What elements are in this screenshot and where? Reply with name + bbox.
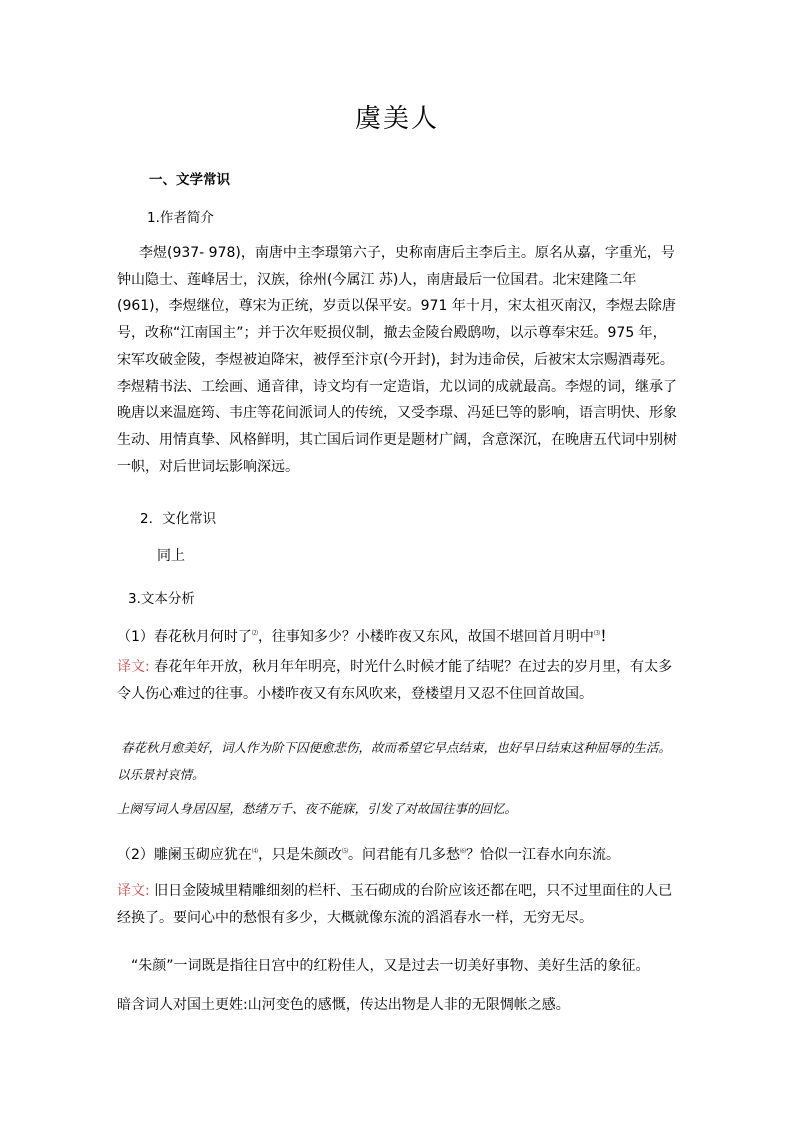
subheading-author-intro: 1.作者简介 [147,210,214,226]
verse2-part-c: 。问君能有几多愁 [347,847,460,863]
verse1-part-b: ，往事知多少？小楼昨夜又东风，故国不堪回首月明中 [257,629,594,645]
footnote-marker: ⑶ [593,630,600,637]
author-bio-paragraph: 李煜(937- 978)，南唐中主李璟第六子，史称南唐后主李后主。原名从嘉，字重光，号钟山隐士、莲峰居士，汉族，徐州(今属江 苏)人，南唐最后一位国君。北宋建隆二年(961)，李煜继位，尊宋为正统，岁贡以保平安。971 年十月，宋太祖灭南汉，李煜去除唐号，改称“江南国主”；并于次年贬损仪制，撤去金陵台殿鸱吻，以示尊奉宋廷。975 年，宋军攻破金陵，李煜被迫降宋，被俘至汴京(今开封)，封为违命侯，后被宋太宗赐酒毒死。李煜精书法、工绘画、通音律，诗文均有一定造诣，尤以词的成就最高。李煜的词，继承了晚唐以来温庭筠、韦庄等花间派词人的传统，又受李璟、冯延巳等的影响，语言明快、形象生动、用情真挚、风格鲜明，其亡国后词作更是题材广阔，含意深沉，在晚唐五代词中别树一帜，对后世词坛影响深远。 [117,245,677,475]
verse2-end: ？恰似一江春水向东流。 [465,847,620,863]
verse-line-1 [117,626,614,646]
verse-line-2 [117,844,620,864]
annotation-1: 春花秋月愈美好，词人作为阶下囚便愈悲伤，故而希望它早点结束，也好早日结束这种屈辱的生活。以乐景衬哀情。 [117,740,672,782]
translation-2 [117,878,677,931]
footnote-marker: ⑹ [459,848,466,855]
comment-1: “朱颜”一词既是指往日宫中的红粉佳人，又是过去一切美好事物、美好生活的象征。 [131,958,650,974]
translation-label: 译文: [117,659,150,675]
footnote-marker: ⑵ [251,630,258,637]
verse2-part-b: ，只是朱颜改 [257,847,342,863]
translation-2-text: 旧日金陵城里精雕细刻的栏杆、玉石砌成的台阶应该还都在吧，只不过里面住的人已经换了。要问心中的愁恨有多少，大概就像东流的滔滔春水一样，无穷无尽。 [117,883,673,926]
translation-1-text: 春花年年开放，秋月年年明亮，时光什么时候才能了结呢？在过去的岁月里，有太多令人伤心难过的往事。小楼昨夜又有东风吹来，登楼望月又忍不住回首故国。 [117,659,673,702]
translation-1 [117,654,677,707]
section-heading-literary-knowledge: 一、文学常识 [149,172,230,188]
verse1-end: ！ [599,629,614,645]
annotation-1b: 上阕写词人身居囚屋，愁绪万千、夜不能寐，引发了对故国往事的回忆。 [117,801,518,816]
verse1-part-a: （1）春花秋月何时了 [117,629,252,645]
footnote-marker: ⑷ [251,848,258,855]
culture-text: 同上 [157,548,185,564]
verse2-part-a: （2）雕阑玉砌应犹在 [117,847,252,863]
footnote-marker: ⑸ [341,848,348,855]
page-title: 虞美人 [354,104,439,134]
subheading-culture: 2．文化常识 [140,511,217,527]
translation-label: 译文: [117,883,150,899]
comment-2: 暗含词人对国土更姓:山河变色的感慨，传达出物是人非的无限惆帐之感。 [117,997,570,1013]
subheading-text-analysis: 3.文本分析 [128,591,195,607]
